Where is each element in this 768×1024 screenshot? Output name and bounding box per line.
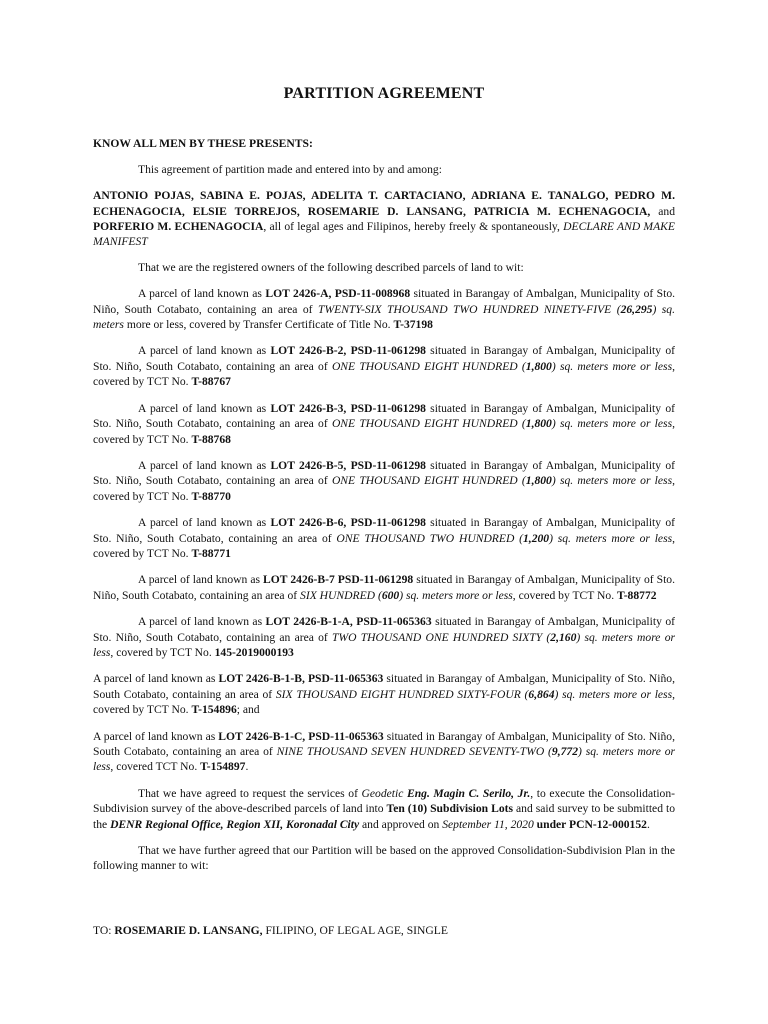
document-title: PARTITION AGREEMENT bbox=[283, 85, 485, 102]
parcel-title-number: T-88768 bbox=[191, 432, 231, 446]
parcel-tail: ; and bbox=[236, 703, 260, 717]
party-last-name: PORFERIO M. ECHENAGOCIA bbox=[93, 220, 264, 234]
parcel-lot-number: LOT 2426-B-2, PSD-11-061298 bbox=[270, 344, 426, 358]
parcel-area-number: 1,800 bbox=[525, 474, 552, 488]
parcel-location: situated in Barangay of Ambalgan, Municipality of Sto. Niño, South Cotabato, containing an area of bbox=[93, 344, 675, 373]
parcel-lot-number: LOT 2426-B-3, PSD-11-061298 bbox=[270, 401, 426, 415]
parcel-paragraph bbox=[93, 401, 675, 447]
parcel-area-words: SIX THOUSAND EIGHT HUNDRED SIXTY-FOUR ( bbox=[275, 687, 529, 701]
parcel-cover-text: , covered by TCT No. bbox=[93, 474, 675, 503]
parcel-list bbox=[93, 286, 675, 775]
parcel-intro: A parcel of land known as bbox=[138, 516, 271, 530]
parcel-area-unit: ) sq. meters more or less bbox=[93, 745, 676, 774]
parcel-area-unit: ) sq. meters more or less bbox=[549, 531, 673, 545]
parcel-intro: A parcel of land known as bbox=[138, 401, 271, 415]
parcel-paragraph bbox=[93, 458, 675, 504]
parcel-area-words: SIX HUNDRED ( bbox=[300, 588, 382, 602]
parcel-area-number: 1,800 bbox=[525, 417, 552, 431]
parcel-location: situated in Barangay of Ambalgan, Municipality of Sto. Niño, South Cotabato, containing an area of bbox=[93, 458, 675, 488]
parcel-area-unit: ) sq. meters more or less bbox=[551, 359, 673, 373]
parcel-area-unit: ) sq. meters bbox=[93, 302, 676, 332]
parcel-cover-text: , covered by TCT No. bbox=[93, 417, 675, 446]
parcel-area-words: TWENTY-SIX THOUSAND TWO HUNDRED NINETY-FIVE ( bbox=[318, 302, 621, 316]
parcel-paragraph bbox=[93, 572, 675, 603]
parcel-title-number: T-154897 bbox=[200, 760, 246, 774]
parcel-intro: A parcel of land known as bbox=[138, 615, 266, 629]
survey-pcn: under PCN-12-000152 bbox=[533, 817, 647, 831]
parcel-area-unit: ) sq. meters more or less bbox=[399, 588, 513, 602]
document-page bbox=[93, 86, 675, 949]
parcel-area-words: NINE THOUSAND SEVEN HUNDRED SEVENTY-TWO ( bbox=[276, 745, 552, 758]
parcel-area-number: 26,295 bbox=[620, 302, 653, 316]
partition-paragraph bbox=[93, 843, 675, 874]
survey-engineer: Eng. Magin C. Serilo, Jr. bbox=[406, 786, 531, 800]
parcel-cover-text: , covered by TCT No. bbox=[93, 359, 675, 389]
parcel-lot-number: LOT 2426-B-5, PSD-11-061298 bbox=[270, 458, 426, 472]
partition-text: That we have further agreed that our Partition will be based on the approved Consolidation-Subdivision Plan in the following manner to wit: bbox=[93, 844, 675, 873]
parcel-tail: . bbox=[245, 760, 249, 774]
parcel-area-number: 1,800 bbox=[525, 359, 552, 373]
party-and: and bbox=[658, 204, 675, 218]
parcel-lot-number: LOT 2426-B-1-C, PSD-11-065363 bbox=[218, 729, 384, 743]
recipient-line bbox=[93, 923, 675, 938]
party-names: ANTONIO POJAS, SABINA E. POJAS, ADELITA T. CARTACIANO, ADRIANA E. TANALGO, PEDRO M. ECHENAGOCIA, ELSIE TORREJOS, ROSEMARIE D. LANSANG, PATRICIA M. ECHENAGOCIA, bbox=[93, 189, 675, 218]
parcel-location: situated in Barangay of Ambalgan, Municipality of Sto. Niño, South Cotabato, containing an area of bbox=[93, 401, 675, 431]
intro-text: This agreement of partition made and entered into by and among: bbox=[138, 162, 442, 176]
parcel-cover-text: , covered TCT No. bbox=[110, 760, 201, 774]
parties-paragraph bbox=[93, 188, 675, 250]
parcel-area-unit: ) sq. meters more or less bbox=[551, 417, 673, 431]
parcel-area-words: ONE THOUSAND EIGHT HUNDRED ( bbox=[331, 417, 526, 431]
survey-text-5: . bbox=[646, 817, 650, 831]
parcel-intro: A parcel of land known as bbox=[93, 672, 219, 686]
survey-date: September 11, 2020 bbox=[442, 817, 534, 831]
survey-text-3: and said survey to be submitted to the bbox=[93, 802, 676, 831]
parcel-cover-text: more or less, covered by Transfer Certificate of Title No. bbox=[123, 318, 394, 332]
parcel-title-number: T-37198 bbox=[393, 318, 433, 332]
survey-lots: Ten (10) Subdivision Lots bbox=[386, 802, 514, 816]
parcel-cover-text: , covered by TCT No. bbox=[93, 531, 675, 560]
parcel-lot-number: LOT 2426-B-1-A, PSD-11-065363 bbox=[265, 615, 432, 629]
parcel-intro: A parcel of land known as bbox=[138, 573, 264, 587]
parcel-area-words: ONE THOUSAND EIGHT HUNDRED ( bbox=[331, 474, 526, 488]
parcel-location: situated in Barangay of Ambalgan, Municipality of Sto. Niño, South Cotabato, containing an area of bbox=[93, 287, 676, 316]
parcel-area-unit: ) sq. meters more or less bbox=[93, 630, 676, 659]
parcel-location: situated in Barangay of Ambalgan, Municipality of Sto. Niño, South Cotabato, containing an area of bbox=[93, 573, 675, 602]
parcel-paragraph bbox=[93, 614, 675, 660]
owners-text: That we are the registered owners of the following described parcels of land to wit: bbox=[138, 260, 524, 274]
parcel-paragraph bbox=[93, 671, 675, 717]
parcel-title-number: 145-2019000193 bbox=[214, 645, 294, 659]
parcel-title-number: T-88770 bbox=[191, 489, 231, 503]
parcel-intro: A parcel of land known as bbox=[138, 458, 271, 472]
intro-paragraph bbox=[93, 162, 675, 177]
parcel-paragraph bbox=[93, 343, 675, 389]
owners-paragraph bbox=[93, 260, 675, 275]
parcel-lot-number: LOT 2426-B-1-B, PSD-11-065363 bbox=[218, 672, 384, 686]
parcel-title-number: T-154896 bbox=[191, 703, 237, 717]
parcel-location: situated in Barangay of Ambalgan, Municipality of Sto. Niño, South Cotabato, containing an area of bbox=[93, 729, 675, 758]
survey-office: DENR Regional Office, Region XII, Koronadal City bbox=[110, 817, 360, 831]
parcel-cover-text: , covered by TCT No. bbox=[110, 645, 215, 659]
parcel-area-number: 1,200 bbox=[523, 531, 550, 545]
parcel-title-number: T-88771 bbox=[191, 546, 231, 560]
survey-geodetic: Geodetic bbox=[361, 786, 407, 800]
parcel-area-words: ONE THOUSAND EIGHT HUNDRED ( bbox=[331, 359, 526, 373]
party-after-text: , all of legal ages and Filipinos, hereby freely & spontaneously, bbox=[263, 220, 560, 234]
parcel-cover-text: , covered by TCT No. bbox=[512, 588, 618, 602]
parcel-intro: A parcel of land known as bbox=[138, 287, 266, 301]
recipient-suffix: FILIPINO, OF LEGAL AGE, SINGLE bbox=[262, 923, 448, 937]
parcel-area-words: ONE THOUSAND TWO HUNDRED ( bbox=[336, 531, 523, 545]
declare-text: DECLARE AND MAKE MANIFEST bbox=[93, 220, 675, 249]
survey-text-2: , to execute the Consolidation-Subdivision survey of the above-described parcels of land into bbox=[93, 786, 675, 816]
opening-heading: KNOW ALL MEN BY THESE PRESENTS: bbox=[93, 137, 313, 151]
parcel-area-unit: ) sq. meters more or less bbox=[554, 687, 673, 701]
parcel-area-number: 2,160 bbox=[550, 630, 577, 644]
parcel-lot-number: LOT 2426-A, PSD-11-008968 bbox=[265, 287, 411, 301]
recipient-name: ROSEMARIE D. LANSANG, bbox=[114, 923, 263, 937]
parcel-intro: A parcel of land known as bbox=[93, 729, 219, 743]
parcel-cover-text: , covered by TCT No. bbox=[93, 687, 675, 717]
survey-text-1: That we have agreed to request the services of bbox=[138, 786, 362, 800]
survey-paragraph bbox=[93, 786, 675, 832]
parcel-intro: A parcel of land known as bbox=[138, 344, 271, 358]
parcel-location: situated in Barangay of Ambalgan, Municipality of Sto. Niño, South Cotabato, containing an area of bbox=[93, 615, 675, 644]
parcel-area-number: 600 bbox=[381, 588, 400, 602]
survey-text-4: and approved on bbox=[359, 817, 443, 831]
parcel-area-words: TWO THOUSAND ONE HUNDRED SIXTY ( bbox=[332, 630, 551, 644]
parcel-paragraph bbox=[93, 286, 675, 332]
parcel-location: situated in Barangay of Ambalgan, Municipality of Sto. Niño, South Cotabato, containing an area of bbox=[93, 516, 675, 545]
parcel-area-number: 6,864 bbox=[528, 687, 555, 701]
parcel-title-number: T-88767 bbox=[191, 375, 231, 389]
parcel-location: situated in Barangay of Ambalgan, Municipality of Sto. Niño, South Cotabato, containing an area of bbox=[93, 672, 675, 701]
recipient-prefix: TO: bbox=[93, 923, 115, 937]
parcel-area-unit: ) sq. meters more or less bbox=[551, 474, 673, 488]
parcel-paragraph bbox=[93, 515, 675, 561]
parcel-title-number: T-88772 bbox=[617, 588, 657, 602]
parcel-lot-number: LOT 2426-B-7 PSD-11-061298 bbox=[263, 573, 414, 587]
parcel-lot-number: LOT 2426-B-6, PSD-11-061298 bbox=[270, 516, 426, 530]
parcel-area-number: 9,772 bbox=[551, 745, 579, 758]
parcel-paragraph bbox=[93, 729, 675, 775]
